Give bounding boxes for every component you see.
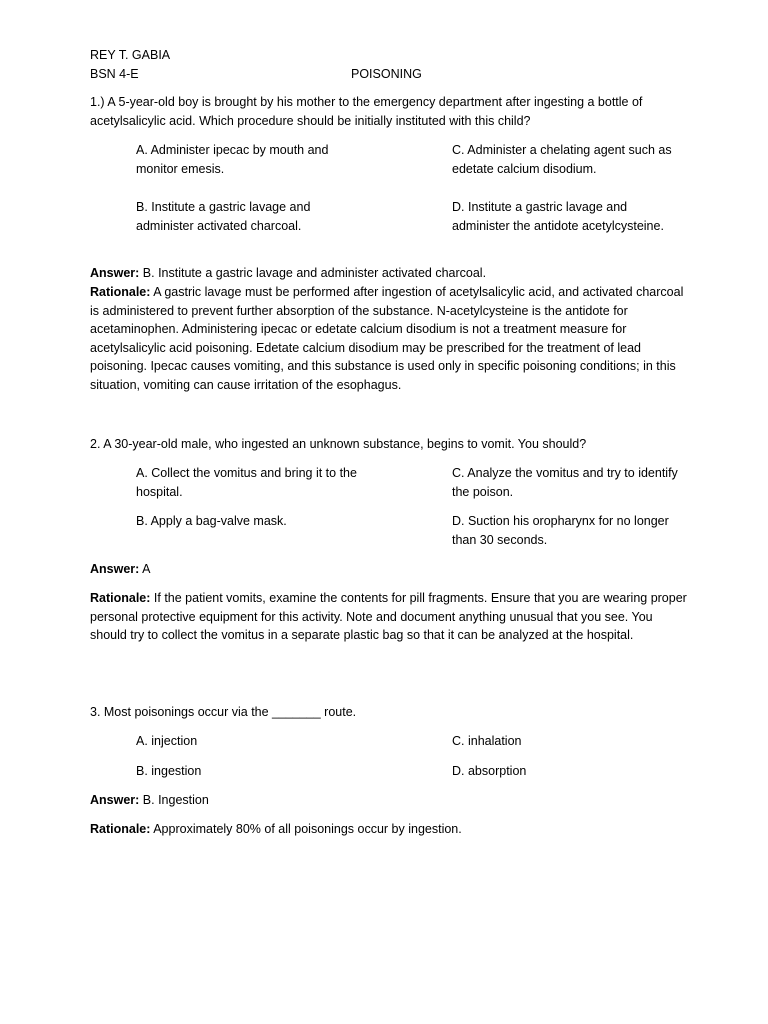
question-1-prompt: 1.) A 5-year-old boy is brought by his mother to the emergency department after ingesting a bottle of acetylsalicylic acid. Which procedure should be initially instituted with this child? bbox=[90, 95, 643, 128]
author-section: BSN 4-E bbox=[90, 67, 139, 81]
question-3-option-d: D. absorption bbox=[452, 764, 527, 778]
answer-text: A bbox=[139, 562, 151, 576]
author-name: REY T. GABIA bbox=[90, 48, 171, 62]
question-1-rationale bbox=[90, 283, 688, 395]
question-3-option-c: C. inhalation bbox=[452, 734, 522, 748]
question-1-answer bbox=[90, 264, 688, 283]
question-3-option-b: B. ingestion bbox=[136, 764, 202, 778]
rationale-text: Approximately 80% of all poisonings occur by ingestion. bbox=[150, 822, 462, 836]
answer-text: B. Institute a gastric lavage and administer activated charcoal. bbox=[139, 266, 487, 280]
question-2-option-c: C. Analyze the vomitus and try to identify the poison. bbox=[452, 466, 678, 499]
answer-label: Answer: bbox=[90, 266, 140, 280]
rationale-label: Rationale: bbox=[90, 591, 151, 605]
question-2-answer bbox=[90, 560, 688, 579]
question-1-option-b: B. Institute a gastric lavage and administer activated charcoal. bbox=[136, 200, 311, 233]
question-2-option-d: D. Suction his oropharynx for no longer than 30 seconds. bbox=[452, 514, 669, 547]
question-2-option-b: B. Apply a bag-valve mask. bbox=[136, 514, 287, 528]
question-2-prompt: 2. A 30-year-old male, who ingested an unknown substance, begins to vomit. You should? bbox=[90, 437, 587, 451]
answer-label: Answer: bbox=[90, 562, 140, 576]
rationale-text: If the patient vomits, examine the contents for pill fragments. Ensure that you are wearing proper personal protective equipment for this activity. Note and document anything unusual that you see. You should try to collect the vomitus in a separate plastic bag so that it can be analyzed at the hospital. bbox=[90, 591, 687, 643]
rationale-label: Rationale: bbox=[90, 285, 151, 299]
rationale-text: A gastric lavage must be performed after ingestion of acetylsalicylic acid, and activated charcoal is administered to prevent further absorption of the substance. N-acetylcysteine is the antidote for acetaminophen. Administering ipecac or edetate calcium disodium is not a treatment measure for acetylsalicylic acid poisoning. Edetate calcium disodium may be prescribed for the treatment of lead poisoning. Ipecac causes vomiting, and this substance is used only in specific poisoning conditions; in this situation, vomiting can cause irritation of the esophagus. bbox=[90, 285, 684, 392]
question-3-option-a: A. injection bbox=[136, 734, 198, 748]
question-2-option-a: A. Collect the vomitus and bring it to the hospital. bbox=[136, 466, 357, 499]
document-title: POISONING bbox=[351, 67, 422, 81]
question-3-answer bbox=[90, 791, 688, 810]
question-2-rationale bbox=[90, 589, 688, 645]
question-1-option-c: C. Administer a chelating agent such as edetate calcium disodium. bbox=[452, 143, 672, 176]
answer-label: Answer: bbox=[90, 793, 140, 807]
rationale-label: Rationale: bbox=[90, 822, 151, 836]
question-1-option-d: D. Institute a gastric lavage and administer the antidote acetylcysteine. bbox=[452, 200, 664, 233]
answer-text: B. Ingestion bbox=[139, 793, 209, 807]
question-3-prompt: 3. Most poisonings occur via the _______ route. bbox=[90, 705, 357, 719]
question-3-rationale bbox=[90, 820, 688, 839]
question-1-option-a: A. Administer ipecac by mouth and monitor emesis. bbox=[136, 143, 329, 176]
